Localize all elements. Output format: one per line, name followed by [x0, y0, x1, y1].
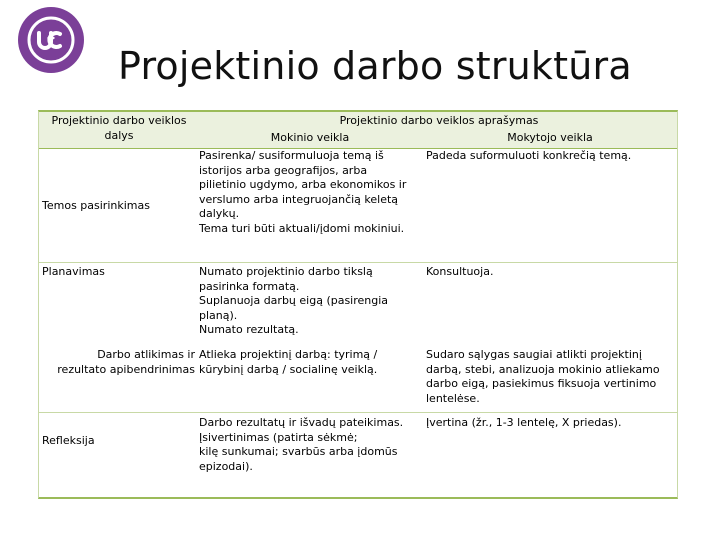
- row-teacher-cell: Padeda suformuluoti konkrečią temą.: [426, 149, 632, 162]
- row-part-cell: Temos pasirinkimas: [42, 199, 150, 212]
- header-teacher-activity: Mokytojo veikla: [507, 131, 593, 144]
- row-teacher-cell: Konsultuoja.: [426, 265, 494, 278]
- row-part-cell: Planavimas: [42, 265, 105, 278]
- row-teacher-cell: Sudaro sąlygas saugiai atlikti projektinį darbą, stebi, analizuoja mokinio atliekamo darbo eigą, pasiekimus fiksuoja vertinimo lentelėse.: [426, 348, 660, 405]
- row-student-cell: Darbo rezultatų ir išvadų pateikimas. Įsivertinimas (patirta sėkmė; kilę sunkumai; svarbūs arba įdomūs epizodai).: [199, 416, 404, 473]
- structure-table: [38, 110, 678, 499]
- row-student-cell: Atlieka projektinį darbą: tyrimą / kūrybinį darbą / socialinę veiklą.: [199, 348, 378, 376]
- row-part-cell: Darbo atlikimas ir rezultato apibendrinimas: [57, 348, 195, 376]
- row-divider: [39, 412, 677, 413]
- header-student-activity: Mokinio veikla: [270, 131, 350, 144]
- row-student-cell: Pasirenka/ susiformuluoja temą iš istorijos arba geografijos, arba pilietinio ugdymo, arba ekonomikos ir verslumo arba integruojančią keletą dalykų. Tema turi būti aktuali/įdomi mokiniui.: [199, 149, 407, 235]
- usc-logo-icon: [18, 7, 84, 73]
- row-part-cell: Refleksija: [42, 434, 95, 447]
- row-divider: [39, 262, 677, 263]
- page-title: Projektinio darbo struktūra: [118, 44, 632, 88]
- row-teacher-cell: Įvertina (žr., 1-3 lentelę, X priedas).: [426, 416, 622, 429]
- header-description-group: Projektinio darbo veiklos aprašymas: [339, 114, 539, 127]
- header-activity-parts: Projektinio darbo veiklos dalys: [51, 114, 187, 142]
- row-student-cell: Numato projektinio darbo tikslą pasirinka formatą. Suplanuoja darbų eigą (pasirengia planą). Numato rezultatą.: [199, 265, 389, 336]
